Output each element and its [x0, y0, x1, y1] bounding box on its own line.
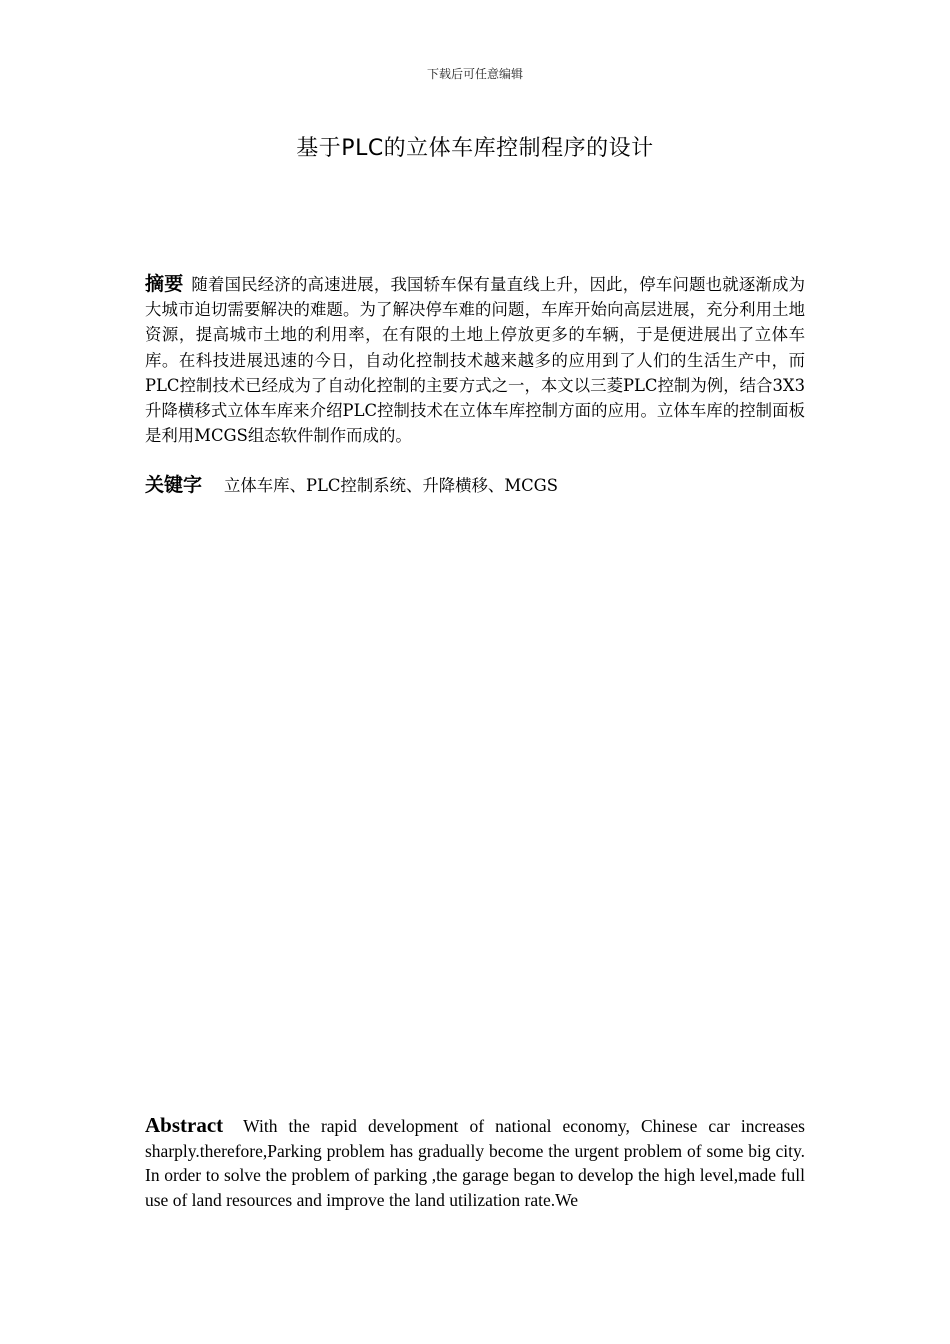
keywords-label: 关键字: [145, 474, 203, 496]
abstract-english: [145, 1113, 805, 1212]
abstract-chinese: [145, 272, 805, 448]
keywords-text: 立体车库、PLC控制系统、升降横移、MCGS: [224, 476, 558, 495]
page-header-note: 下载后可任意编辑: [426, 67, 523, 81]
abstract-chinese-text: 随着国民经济的高速进展，我国轿车保有量直线上升，因此，停车问题也就逐渐成为大城市迫切需要解决的难题。为了解决停车难的问题，车库开始向高层进展，充分利用土地资源，提高城市土地的利用率，在有限的土地上停放更多的车辆，于是便进展出了立体车库。在科技进展迅速的今日，自动化控制技术越来越多的应用到了人们的生活生产中，而PLC控制技术已经成为了自动化控制的主要方式之一，本文以三菱PLC控制为例，结合3X3升降横移式立体车库来介绍PLC控制技术在立体车库控制方面的应用。立体车库的控制面板是利用MCGS组态软件制作而成的。: [145, 275, 805, 446]
abstract-chinese-label: 摘要: [145, 273, 184, 295]
document-title: 基于PLC的立体车库控制程序的设计: [296, 136, 654, 161]
abstract-english-text: With the rapid development of national economy, Chinese car increases sharply.therefore,Parking problem has gradually become the urgent problem of some big city. In order to solve the problem of parking ,the garage began to develop the high level,made full use of land resources and improve the land utilization rate.We: [145, 1116, 805, 1210]
keywords-line: [145, 472, 805, 499]
abstract-english-label: Abstract: [145, 1113, 224, 1137]
